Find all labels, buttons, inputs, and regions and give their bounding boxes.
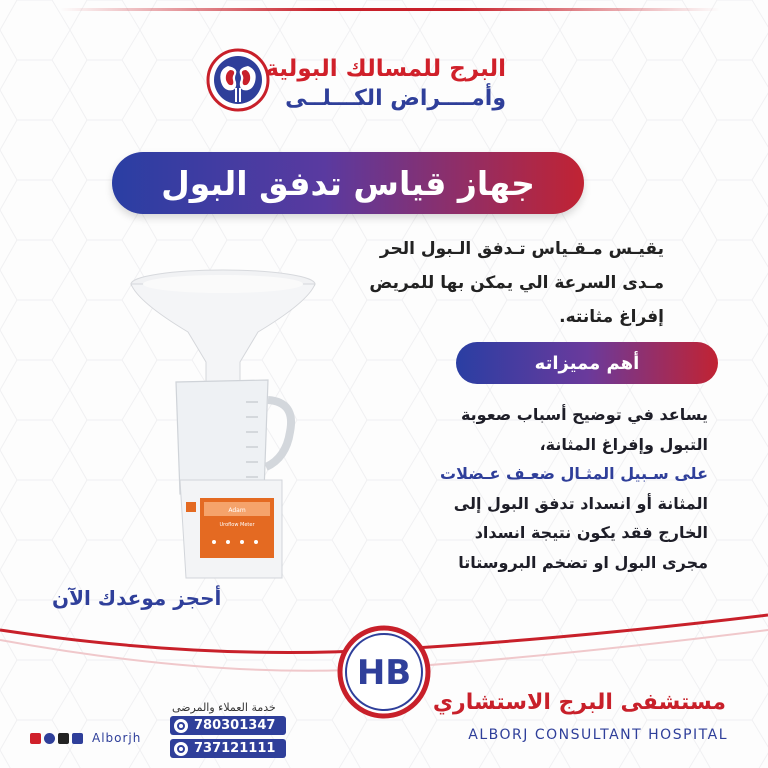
features-title: أهم مميزاته xyxy=(534,352,640,374)
features-line: يساعد في توضيح أسباب صعوبة xyxy=(460,405,708,424)
whatsapp-icon xyxy=(174,742,188,756)
x-icon[interactable] xyxy=(58,733,69,744)
brand-line-1: البرج للمسالك البولية xyxy=(265,56,506,82)
phone-number-text: 737121111 xyxy=(194,741,276,756)
device-label-2: Uroflow Meter xyxy=(219,522,255,528)
features-banner xyxy=(456,342,718,384)
intro-line: يقيـس مـقـياس تـدفق الـبول الحر xyxy=(379,239,664,259)
features-line: التبول وإفراغ المثانة، xyxy=(539,434,708,454)
facebook-icon[interactable] xyxy=(72,733,83,744)
hospital-name-english: ALBORJ CONSULTANT HOSPITAL xyxy=(468,727,728,743)
intro-line: إفراغ مثانته. xyxy=(559,307,664,327)
device-label-1: Adam xyxy=(228,507,246,514)
brand-line-2: وأمــــراض الكـــلــى xyxy=(285,86,506,111)
features-paragraph xyxy=(348,400,708,577)
hospital-logo-icon xyxy=(336,624,432,720)
whatsapp-icon xyxy=(174,719,188,733)
page-title: جهاز قياس تدفق البول xyxy=(161,163,535,203)
hospital-name-arabic: مستشفى البرج الاستشاري xyxy=(432,690,726,715)
features-line: مجرى البول او تضخم البروستاتا xyxy=(458,552,708,572)
intro-paragraph xyxy=(304,232,664,334)
uroflowmeter-device-image xyxy=(118,262,328,592)
phone-number-1[interactable] xyxy=(170,716,286,735)
instagram-icon[interactable] xyxy=(44,733,55,744)
features-line: الخارج فقد يكون نتيجة انسداد xyxy=(474,523,708,542)
customer-service-label: خدمة العملاء والمرضى xyxy=(172,701,276,714)
top-divider xyxy=(60,8,720,11)
social-links xyxy=(30,731,141,745)
phone-number-text: 780301347 xyxy=(194,718,276,733)
book-appointment-cta[interactable]: أحجز موعدك الآن xyxy=(52,586,222,610)
social-handle: Alborjh xyxy=(92,731,142,745)
logo-text: HB xyxy=(356,653,412,693)
phone-number-2[interactable] xyxy=(170,739,286,758)
kidney-logo-icon xyxy=(206,48,270,112)
youtube-icon[interactable] xyxy=(30,733,41,744)
features-line: على سـبيل المثـال ضعـف عـضلات xyxy=(440,464,708,483)
title-banner xyxy=(112,152,584,214)
intro-line: مـدى السرعة الي يمكن بها للمريض xyxy=(369,273,664,293)
features-line: المثانة أو انسداد تدفق البول إلى xyxy=(453,493,708,513)
